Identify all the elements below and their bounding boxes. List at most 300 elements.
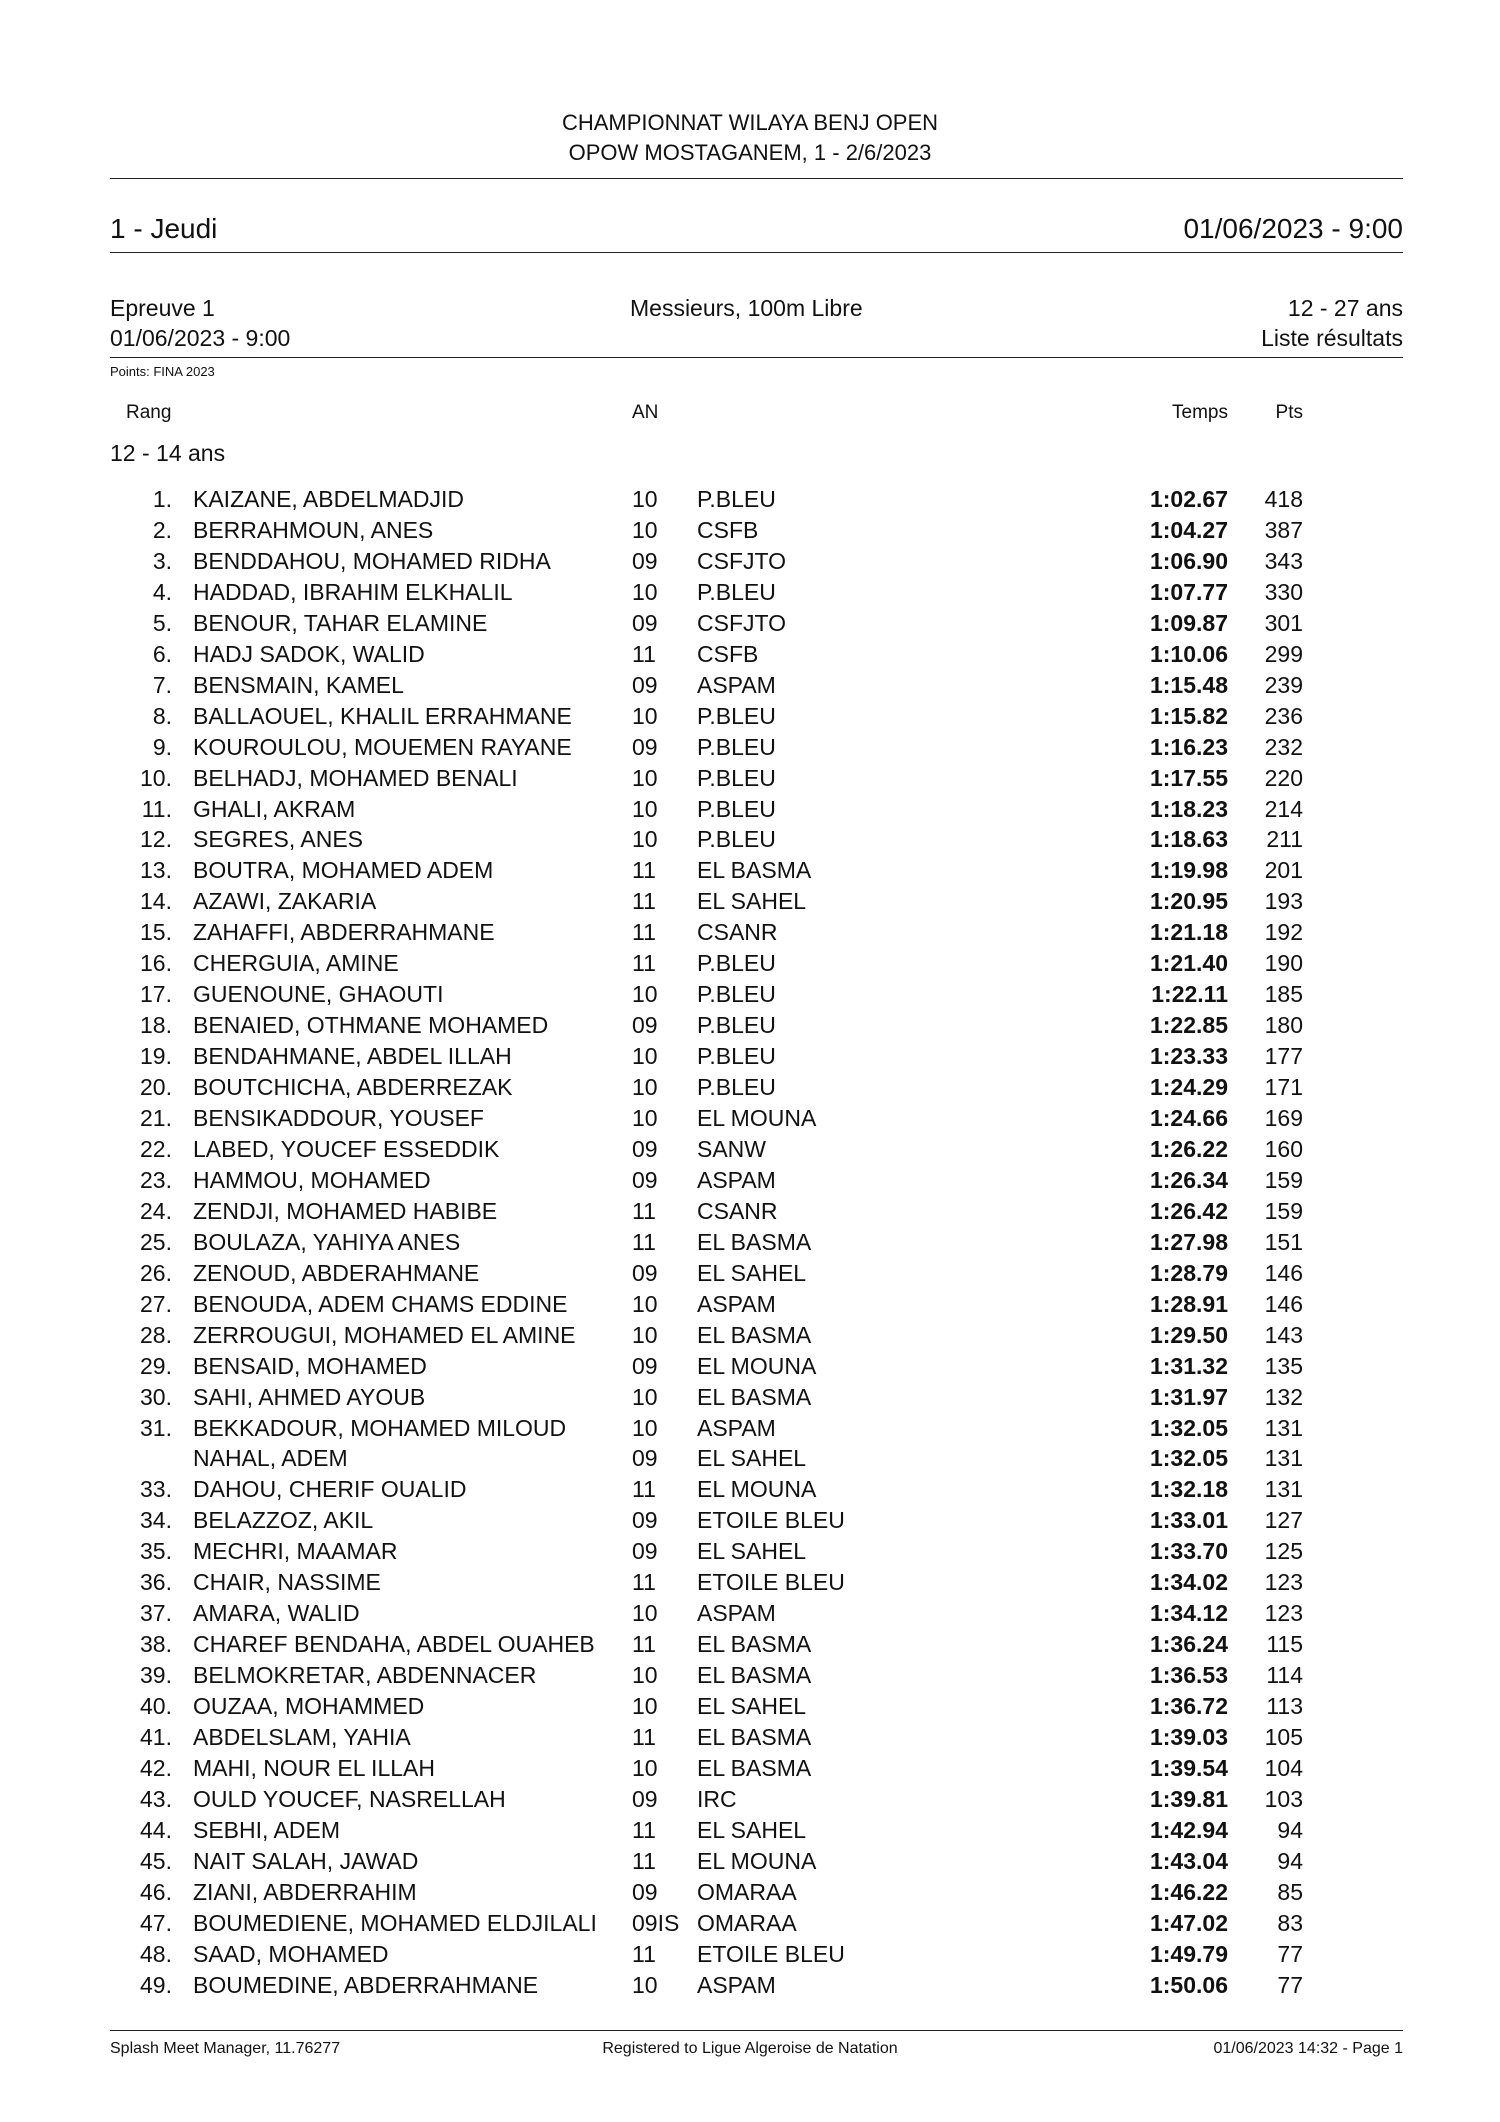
footer-registration: Registered to Ligue Algeroise de Natation [602,2040,898,2057]
rank: 38. [140,1631,172,1658]
club: EL MOUNA [697,1105,817,1131]
table-row [0,1538,1500,1568]
swimmer-name: SEGRES, ANES [193,826,364,853]
rank: 8. [152,702,172,729]
club: EL SAHEL [697,1693,807,1720]
time: 1:15.48 [1149,671,1228,698]
meet-title: CHAMPIONNAT WILAYA BENJ OPEN [561,110,939,135]
club: EL BASMA [697,1383,812,1410]
event-number: Epreuve 1 [110,295,215,321]
table-row [0,1507,1500,1537]
swimmer-name: ZIANI, ABDERRAHIM [193,1878,417,1905]
points: 131 [1264,1476,1303,1503]
birth-year: 09IS [632,1909,680,1936]
club: P.BLEU [697,1074,776,1101]
birth-year: 09 [632,1538,658,1565]
time: 1:47.02 [1149,1909,1228,1936]
column-header-time: Temps [1172,402,1228,423]
swimmer-name: BOUTCHICHA, ABDERREZAK [193,1074,513,1101]
rank: 46. [140,1878,172,1905]
points: 214 [1264,795,1303,822]
swimmer-name: HADDAD, IBRAHIM ELKHALIL [193,578,513,605]
birth-year: 11 [632,640,656,667]
birth-year: 10 [632,826,658,853]
rank: 23. [140,1166,172,1193]
swimmer-name: BENDAHMANE, ABDEL ILLAH [193,1043,512,1070]
birth-year: 10 [632,981,658,1008]
swimmer-name: SAAD, MOHAMED [193,1940,389,1967]
swimmer-name: BENSMAIN, KAMEL [193,671,404,698]
meet-venue-dates: OPOW MOSTAGANEM, 1 - 2/6/2023 [568,140,932,165]
birth-year: 10 [632,1105,658,1131]
birth-year: 11 [632,857,656,884]
points: 127 [1264,1507,1303,1534]
rank: 6. [152,640,172,667]
club: ASPAM [697,671,776,698]
table-row [0,1291,1500,1321]
points: 114 [1266,1662,1303,1689]
birth-year: 10 [632,1290,658,1317]
club: EL SAHEL [697,1816,807,1843]
birth-year: 09 [632,1135,658,1162]
birth-year: 09 [632,1259,658,1286]
table-row [0,548,1500,578]
event-datetime: 01/06/2023 - 9:00 [110,325,291,351]
rank: 33. [140,1476,172,1503]
time: 1:06.90 [1149,547,1228,574]
rank: 22. [140,1135,172,1162]
points: 151 [1264,1228,1303,1255]
table-row [0,1600,1500,1630]
swimmer-name: MECHRI, MAAMAR [193,1538,398,1565]
club: ASPAM [697,1414,776,1441]
club: P.BLEU [697,1043,776,1070]
divider [110,252,1403,253]
club: EL SAHEL [697,888,807,915]
time: 1:39.81 [1149,1785,1228,1812]
rank: 13. [140,857,172,884]
list-type: Liste résultats [1261,325,1403,351]
session-datetime: 01/06/2023 - 9:00 [1183,213,1403,244]
points: 177 [1264,1043,1303,1070]
rank: 27. [140,1290,172,1317]
birth-year: 09 [632,733,658,760]
table-row [0,672,1500,702]
points: 103 [1264,1785,1303,1812]
club: P.BLEU [697,578,776,605]
swimmer-name: HAMMOU, MOHAMED [193,1166,431,1193]
rank: 21. [140,1105,172,1131]
birth-year: 09 [632,609,658,636]
time: 1:22.11 [1151,981,1228,1008]
rank: 4. [152,578,172,605]
club: ETOILE BLEU [697,1940,845,1967]
table-row [0,703,1500,733]
table-row [0,734,1500,764]
time: 1:31.32 [1149,1352,1228,1379]
rank: 20. [140,1074,172,1101]
swimmer-name: SEBHI, ADEM [193,1816,340,1843]
birth-year: 10 [632,1693,658,1720]
table-row [0,1724,1500,1754]
rank: 14. [140,888,172,915]
table-row [0,1167,1500,1197]
time: 1:23.33 [1149,1043,1228,1070]
swimmer-name: BENAIED, OTHMANE MOHAMED [193,1012,549,1039]
swimmer-name: BOULAZA, YAHIYA ANES [193,1228,461,1255]
club: P.BLEU [697,733,776,760]
swimmer-name: ZERROUGUI, MOHAMED EL AMINE [193,1321,576,1348]
rank: 17. [140,981,172,1008]
club: P.BLEU [697,981,776,1008]
points: 201 [1264,857,1303,884]
rank: 12. [140,826,172,853]
rank: 7. [152,671,172,698]
birth-year: 11 [632,1476,656,1503]
club: EL MOUNA [697,1476,817,1503]
points: 115 [1266,1631,1303,1658]
time: 1:34.12 [1149,1600,1228,1627]
time: 1:39.03 [1149,1724,1228,1750]
birth-year: 09 [632,1445,658,1472]
table-row [0,1879,1500,1909]
rank: 30. [140,1383,172,1410]
table-row [0,857,1500,887]
table-row [0,888,1500,918]
time: 1:27.98 [1149,1228,1228,1255]
table-row [0,1631,1500,1661]
swimmer-name: NAIT SALAH, JAWAD [193,1847,419,1874]
club: EL BASMA [697,1754,812,1781]
time: 1:20.95 [1149,888,1228,915]
points: 85 [1277,1878,1303,1905]
points: 171 [1264,1074,1303,1101]
points: 169 [1264,1105,1303,1131]
swimmer-name: BENOUDA, ADEM CHAMS EDDINE [193,1290,568,1317]
rank: 18. [140,1012,172,1039]
birth-year: 10 [632,516,658,543]
club: ETOILE BLEU [697,1569,845,1596]
points: 193 [1264,888,1303,915]
club: EL BASMA [697,1724,812,1750]
points-system: Points: FINA 2023 [110,364,215,379]
time: 1:49.79 [1149,1940,1228,1967]
points: 387 [1264,516,1303,543]
birth-year: 09 [632,1878,658,1905]
rank: 36. [140,1569,172,1596]
swimmer-name: BENSIKADDOUR, YOUSEF [193,1105,484,1131]
time: 1:24.66 [1149,1105,1228,1131]
time: 1:19.98 [1149,857,1228,884]
rank: 25. [140,1228,172,1255]
points: 301 [1264,609,1303,636]
session-name: 1 - Jeudi [110,213,218,244]
time: 1:36.53 [1149,1662,1228,1689]
birth-year: 10 [632,1321,658,1348]
points: 135 [1264,1352,1303,1379]
table-row [0,1260,1500,1290]
table-row [0,1755,1500,1785]
rank: 10. [140,764,172,791]
time: 1:26.42 [1149,1197,1228,1224]
table-row [0,765,1500,795]
time: 1:18.23 [1149,795,1228,822]
time: 1:22.85 [1149,1012,1228,1039]
points: 160 [1264,1135,1303,1162]
club: EL BASMA [697,1662,812,1689]
column-header-rank: Rang [126,402,172,423]
swimmer-name: BOUTRA, MOHAMED ADEM [193,857,494,884]
club: IRC [697,1785,737,1812]
swimmer-name: OUZAA, MOHAMMED [193,1693,425,1720]
rank: 35. [140,1538,172,1565]
club: EL BASMA [697,1321,812,1348]
birth-year: 11 [632,1631,656,1658]
points: 220 [1264,764,1303,791]
time: 1:07.77 [1149,578,1228,605]
points: 104 [1264,1754,1303,1781]
points: 159 [1264,1166,1303,1193]
points: 123 [1264,1600,1303,1627]
table-row [0,1972,1500,2002]
time: 1:32.18 [1149,1476,1228,1503]
table-row [0,1415,1500,1445]
birth-year: 11 [632,1940,656,1967]
club: P.BLEU [697,1012,776,1039]
table-row [0,1817,1500,1847]
points: 83 [1277,1909,1303,1936]
club: ASPAM [697,1971,776,1998]
rank: 42. [140,1754,172,1781]
divider [110,357,1403,358]
club: CSANR [697,919,778,946]
swimmer-name: ZENOUD, ABDERAHMANE [193,1259,480,1286]
time: 1:15.82 [1149,702,1228,729]
birth-year: 09 [632,1166,658,1193]
birth-year: 10 [632,702,658,729]
table-row [0,1848,1500,1878]
swimmer-name: GUENOUNE, GHAOUTI [193,981,444,1008]
rank: 40. [140,1693,172,1720]
rank: 24. [140,1197,172,1224]
table-row [0,1105,1500,1135]
birth-year: 11 [632,950,656,977]
rank: 41. [140,1724,172,1750]
time: 1:17.55 [1149,764,1228,791]
table-row [0,1322,1500,1352]
rank: 49. [140,1971,172,1998]
points: 131 [1264,1414,1303,1441]
swimmer-name: CHAREF BENDAHA, ABDEL OUAHEB [193,1631,595,1658]
birth-year: 10 [632,1383,658,1410]
table-row [0,1074,1500,1104]
points: 143 [1264,1321,1303,1348]
birth-year: 10 [632,578,658,605]
time: 1:28.91 [1149,1290,1228,1317]
birth-year: 10 [632,1043,658,1070]
points: 77 [1277,1971,1303,1998]
time: 1:32.05 [1149,1414,1228,1441]
swimmer-name: BOUMEDINE, ABDERRAHMANE [193,1971,539,1998]
birth-year: 11 [632,919,656,946]
table-row [0,517,1500,547]
birth-year: 09 [632,671,658,698]
time: 1:42.94 [1149,1816,1228,1843]
rank: 11. [141,795,172,822]
points: 146 [1264,1259,1303,1286]
rank: 9. [152,733,172,760]
birth-year: 11 [632,1816,656,1843]
table-row [0,1910,1500,1940]
birth-year: 10 [632,1074,658,1101]
time: 1:18.63 [1149,826,1228,853]
table-row [0,919,1500,949]
swimmer-name: BELMOKRETAR, ABDENNACER [193,1662,537,1689]
club: OMARAA [697,1878,797,1905]
points: 185 [1264,981,1303,1008]
rank: 3. [152,547,172,574]
points: 94 [1277,1816,1303,1843]
swimmer-name: LABED, YOUCEF ESSEDDIK [193,1135,500,1162]
time: 1:31.97 [1149,1383,1228,1410]
club: EL BASMA [697,1228,812,1255]
birth-year: 10 [632,1754,658,1781]
points: 105 [1264,1724,1303,1750]
points: 146 [1264,1290,1303,1317]
points: 113 [1266,1693,1303,1720]
footer-software: Splash Meet Manager, 11.76277 [110,2040,341,2057]
rank: 45. [140,1847,172,1874]
swimmer-name: AMARA, WALID [193,1600,360,1627]
birth-year: 10 [632,1600,658,1627]
table-row [0,1384,1500,1414]
points: 232 [1264,733,1303,760]
time: 1:50.06 [1149,1971,1228,1998]
rank: 44. [140,1816,172,1843]
event-name: Messieurs, 100m Libre [630,295,863,321]
time: 1:33.01 [1149,1507,1228,1534]
time: 1:34.02 [1149,1569,1228,1596]
birth-year: 10 [632,1971,658,1998]
table-row [0,1012,1500,1042]
time: 1:21.40 [1149,950,1228,977]
club: EL SAHEL [697,1445,807,1472]
club: P.BLEU [697,486,776,512]
table-row [0,826,1500,856]
birth-year: 11 [632,1724,656,1750]
time: 1:32.05 [1149,1445,1228,1472]
swimmer-name: BEKKADOUR, MOHAMED MILOUD [193,1414,567,1441]
club: P.BLEU [697,826,776,853]
swimmer-name: ZENDJI, MOHAMED HABIBE [193,1197,498,1224]
birth-year: 11 [632,1847,656,1874]
birth-year: 09 [632,1012,658,1039]
points: 123 [1264,1569,1303,1596]
column-header-an: AN [632,402,659,423]
time: 1:33.70 [1149,1538,1228,1565]
swimmer-name: BERRAHMOUN, ANES [193,516,434,543]
time: 1:10.06 [1149,640,1228,667]
rank: 29. [140,1352,172,1379]
table-row [0,1353,1500,1383]
swimmer-name: AZAWI, ZAKARIA [193,888,377,915]
table-row [0,641,1500,671]
club: EL BASMA [697,857,812,884]
birth-year: 10 [632,764,658,791]
footer-print-info: 01/06/2023 14:32 - Page 1 [1213,2040,1403,2057]
rank: 37. [140,1600,172,1627]
time: 1:02.67 [1149,486,1228,512]
points: 343 [1264,547,1303,574]
points: 94 [1277,1847,1303,1874]
swimmer-name: BELAZZOZ, AKIL [193,1507,374,1534]
club: EL SAHEL [697,1259,807,1286]
club: P.BLEU [697,764,776,791]
birth-year: 10 [632,795,658,822]
swimmer-name: KAIZANE, ABDELMADJID [193,486,464,512]
swimmer-name: BENSAID, MOHAMED [193,1352,427,1379]
rank: 5. [152,609,172,636]
time: 1:46.22 [1149,1878,1228,1905]
age-group-heading: 12 - 14 ans [110,440,226,466]
table-row [0,1229,1500,1259]
rank: 19. [140,1043,172,1070]
birth-year: 10 [632,486,658,512]
swimmer-name: KOUROULOU, MOUEMEN RAYANE [193,733,572,760]
rank: 16. [140,950,172,977]
club: EL SAHEL [697,1538,807,1565]
club: EL BASMA [697,1631,812,1658]
club: P.BLEU [697,950,776,977]
swimmer-name: GHALI, AKRAM [193,795,356,822]
club: CSFB [697,640,759,667]
club: CSFB [697,516,759,543]
birth-year: 09 [632,1785,658,1812]
rank: 28. [140,1321,172,1348]
table-row [0,1043,1500,1073]
table-row [0,796,1500,826]
swimmer-name: BOUMEDIENE, MOHAMED ELDJILALI [193,1909,597,1936]
club: CSANR [697,1197,778,1224]
birth-year: 09 [632,1507,658,1534]
time: 1:21.18 [1149,919,1228,946]
swimmer-name: BALLAOUEL, KHALIL ERRAHMANE [193,702,572,729]
rank: 2. [152,516,172,543]
club: EL MOUNA [697,1847,817,1874]
birth-year: 10 [632,1414,658,1441]
club: CSFJTO [697,609,787,636]
points: 211 [1266,826,1303,853]
points: 418 [1264,486,1303,512]
club: ASPAM [697,1600,776,1627]
time: 1:04.27 [1149,516,1228,543]
rank: 48. [140,1940,172,1967]
time: 1:24.29 [1149,1074,1228,1101]
table-row [0,1136,1500,1166]
points: 239 [1264,671,1303,698]
points: 330 [1264,578,1303,605]
swimmer-name: BENDDAHOU, MOHAMED RIDHA [193,547,551,574]
column-header-pts: Pts [1275,402,1303,423]
time: 1:09.87 [1149,609,1228,636]
swimmer-name: OULD YOUCEF, NASRELLAH [193,1785,506,1812]
swimmer-name: NAHAL, ADEM [193,1445,348,1472]
table-row [0,1476,1500,1506]
swimmer-name: CHERGUIA, AMINE [193,950,399,977]
birth-year: 11 [632,1569,656,1596]
swimmer-name: BELHADJ, MOHAMED BENALI [193,764,518,791]
time: 1:16.23 [1149,733,1228,760]
